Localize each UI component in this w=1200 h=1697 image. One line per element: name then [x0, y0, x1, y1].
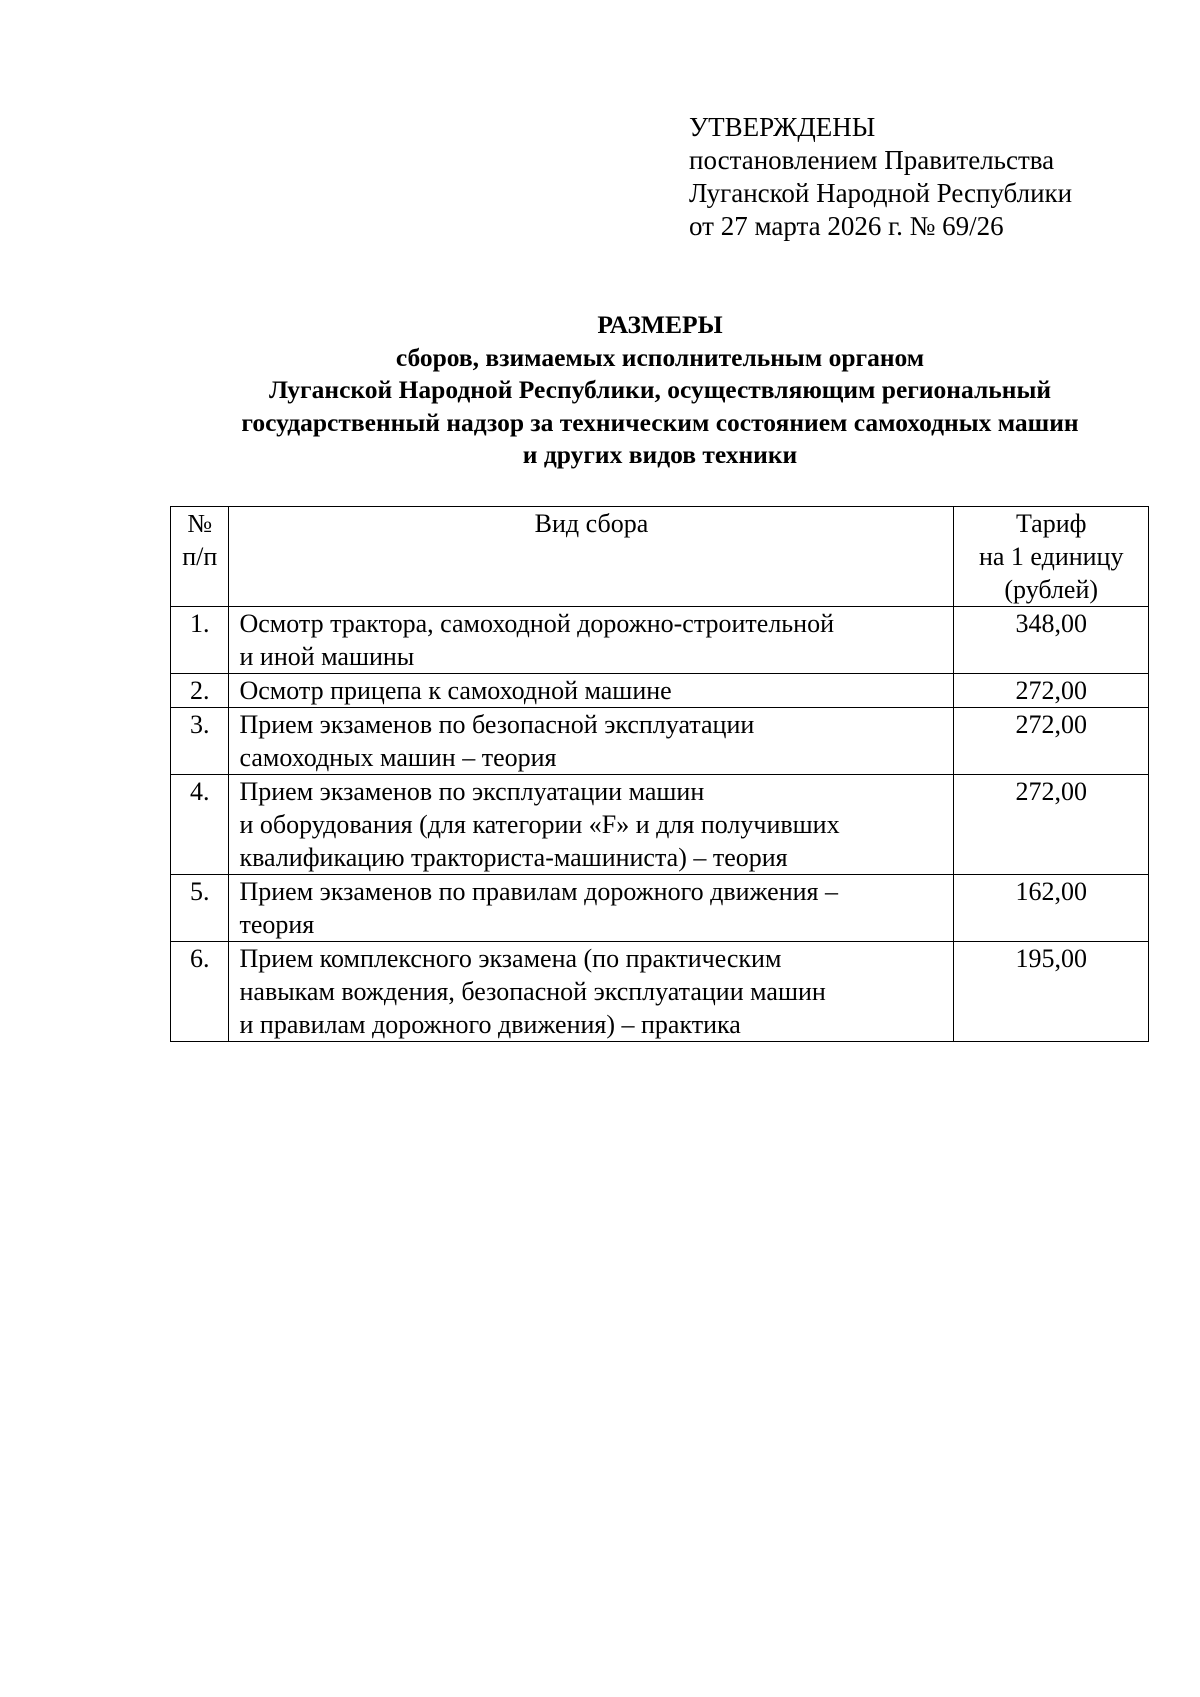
approval-date-line: от 27 марта 2026 г. № 69/26 — [689, 211, 1004, 241]
fee-type-line: самоходных машин – теория — [239, 743, 557, 772]
tariff-value: 348,00 — [954, 607, 1149, 674]
fee-type — [229, 942, 954, 1042]
fee-type-line: квалификацию тракториста-машиниста) – теория — [239, 843, 788, 872]
fee-type-line: Осмотр прицепа к самоходной машине — [239, 676, 672, 705]
tariff-value: 272,00 — [954, 674, 1149, 708]
fee-type — [229, 607, 954, 674]
fee-type — [229, 674, 954, 708]
tariff-value: 272,00 — [954, 775, 1149, 875]
approval-line: постановлением Правительства — [689, 145, 1055, 175]
row-number: 2. — [171, 674, 229, 708]
header-number: № п/п — [171, 507, 229, 607]
row-number: 3. — [171, 708, 229, 775]
row-number: 1. — [171, 607, 229, 674]
fee-type-line: Прием экзаменов по безопасной эксплуатации — [239, 710, 755, 739]
approval-heading: УТВЕРЖДЕНЫ — [689, 112, 876, 142]
table-row — [171, 875, 1149, 942]
tariff-value: 272,00 — [954, 708, 1149, 775]
fee-type-line: и правилам дорожного движения) – практика — [239, 1010, 741, 1039]
title-line: Луганской Народной Республики, осуществляющим региональный — [268, 375, 1052, 404]
fees-table — [170, 506, 1149, 1042]
title-line: сборов, взимаемых исполнительным органом — [395, 342, 925, 372]
fee-type-line: Прием экзаменов по эксплуатации машин — [239, 777, 705, 806]
tariff-value: 195,00 — [954, 942, 1149, 1042]
fee-type — [229, 775, 954, 875]
table-row — [171, 607, 1149, 674]
fee-type-line: теория — [239, 910, 315, 939]
approval-stamp — [689, 111, 1072, 243]
row-number: 5. — [171, 875, 229, 942]
table-header-row — [171, 507, 1149, 607]
tariff-value: 162,00 — [954, 875, 1149, 942]
table-row — [171, 708, 1149, 775]
fee-type-line: Осмотр трактора, самоходной дорожно-строительной — [239, 609, 834, 638]
fee-type — [229, 708, 954, 775]
table-row — [171, 942, 1149, 1042]
table-row — [171, 674, 1149, 708]
header-fee-type: Вид сбора — [229, 507, 954, 607]
title-heading: РАЗМЕРЫ — [597, 310, 723, 339]
fee-type-line: Прием комплексного экзамена (по практическим — [239, 944, 782, 973]
document-title — [0, 309, 1200, 472]
fee-type-line: Прием экзаменов по правилам дорожного движения – — [239, 877, 838, 906]
fee-type-line: навыкам вождения, безопасной эксплуатации машин — [239, 977, 826, 1006]
approval-line: Луганской Народной Республики — [689, 178, 1073, 208]
table-body — [171, 607, 1149, 1042]
row-number: 4. — [171, 775, 229, 875]
title-line: и других видов техники — [522, 440, 798, 469]
fee-type-line: и иной машины — [239, 642, 415, 671]
header-tariff: Тариф на 1 единицу (рублей) — [954, 507, 1149, 607]
fee-type — [229, 875, 954, 942]
title-line: государственный надзор за техническим состоянием самоходных машин — [241, 407, 1079, 437]
fee-type-line: и оборудования (для категории «F» и для получивших — [239, 810, 840, 839]
row-number: 6. — [171, 942, 229, 1042]
table-row — [171, 775, 1149, 875]
